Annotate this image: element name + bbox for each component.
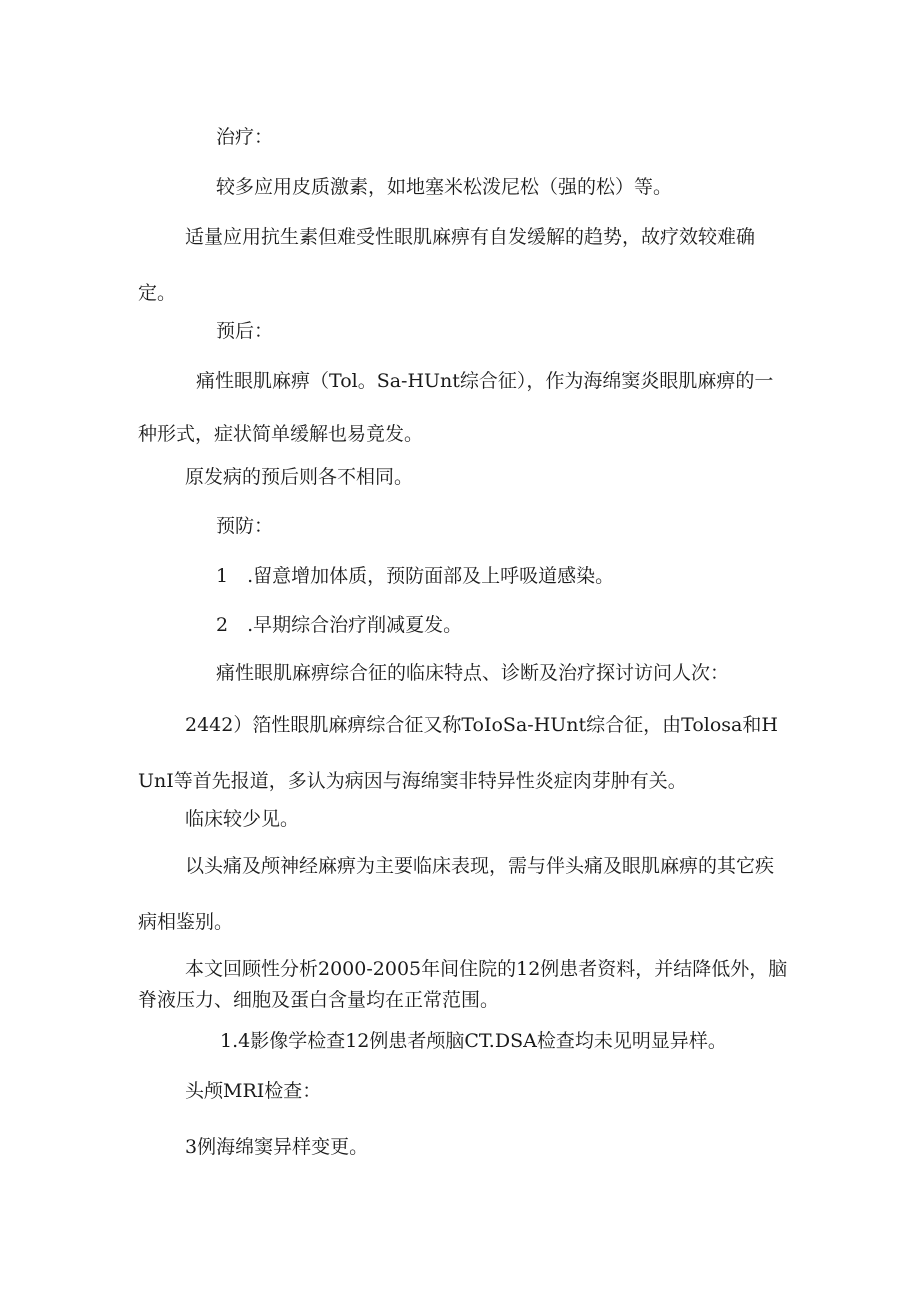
list-item: 2 .早期综合治疗削减夏发。	[216, 614, 463, 636]
paragraph: 较多应用皮质激素，如地塞米松泼尼松（强的松）等。	[216, 176, 673, 198]
paragraph: 临床较少见。	[185, 808, 300, 830]
paragraph: 1.4影像学检查12例患者颅脑CT.DSA检查均未见明显异样。	[220, 1030, 727, 1052]
paragraph: 适量应用抗生素但难受性眼肌麻痹有自发缓解的趋势，故疗效较难确定。	[138, 226, 756, 304]
paragraph: 以头痛及颅神经麻痹为主要临床表现，需与伴头痛及眼肌麻痹的其它疾病相鉴别。	[138, 855, 775, 933]
paragraph: 痛性眼肌麻痹（Tol。Sa-HUnt综合征），作为海绵窦炎眼肌麻痹的一种形式，症状简单缓解也易竟发。	[138, 370, 774, 445]
paragraph: 头颅MRI检查：	[185, 1080, 322, 1102]
heading-prognosis: 预后：	[216, 320, 274, 342]
article-title: 痛性眼肌麻痹综合征的临床特点、诊断及治疗探讨访问人次：	[216, 662, 730, 684]
paragraph: 本文回顾性分析2000-2005年间住院的12例患者资料，并结降低外，脑脊液压力、细胞及蛋白含量均在正常范围。	[138, 958, 788, 1011]
heading-treatment: 治疗：	[216, 126, 274, 148]
paragraph: 2442）箔性眼肌麻痹综合征又称ToIoSa-HUnt综合征，由Tolosa和HUnI等首先报道，多认为病因与海绵窦非特异性炎症肉芽肿有关。	[138, 714, 778, 792]
heading-prevention: 预防：	[216, 515, 274, 537]
paragraph: 3例海绵窦异样变更。	[185, 1136, 369, 1158]
paragraph: 原发病的预后则各不相同。	[185, 466, 414, 488]
list-item: 1 .留意增加体质，预防面部及上呼吸道感染。	[216, 565, 615, 587]
